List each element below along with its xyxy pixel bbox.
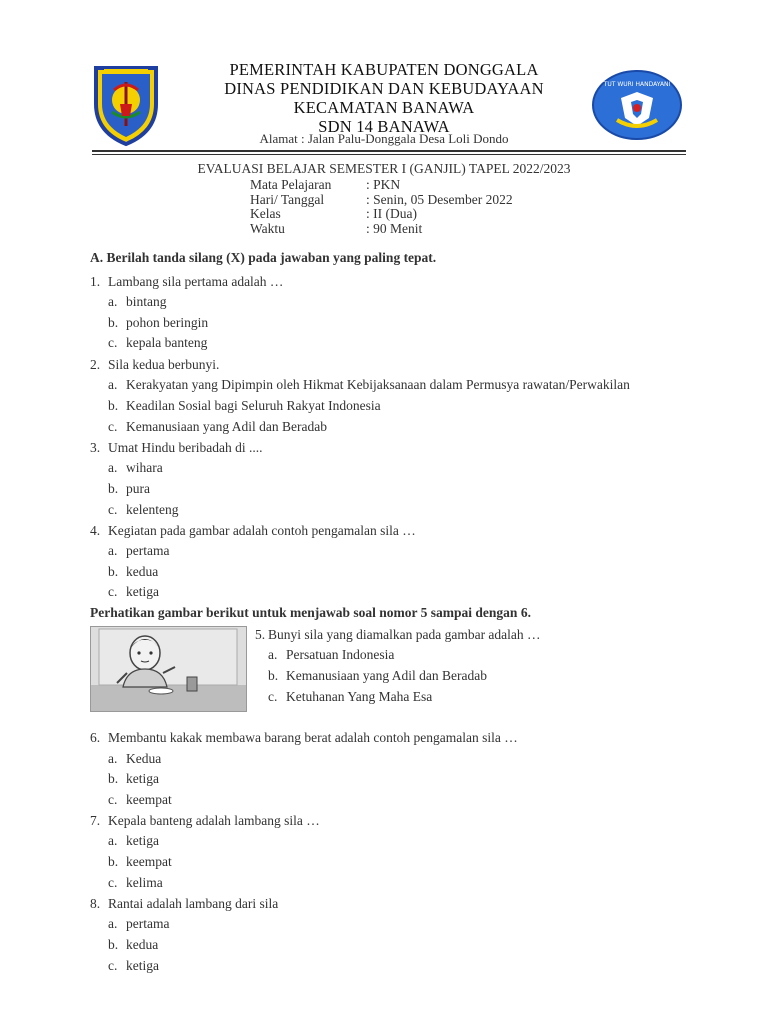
question-number: 6.: [90, 730, 101, 745]
question-number: 2.: [90, 357, 101, 372]
option-text: kelima: [126, 875, 163, 890]
option-text: Kedua: [126, 751, 162, 766]
question-text: Rantai adalah lambang dari sila: [108, 896, 279, 911]
header-line1: PEMERINTAH KABUPATEN DONGGALA: [229, 60, 539, 79]
option-letter: a.: [108, 460, 118, 475]
option-text: pertama: [126, 543, 170, 558]
option-letter: a.: [268, 647, 278, 662]
option-text: Kemanusiaan yang Adil dan Beradab: [286, 668, 487, 683]
option-text: ketiga: [126, 584, 159, 599]
option-letter: a.: [108, 751, 118, 766]
option-text: Keadilan Sosial bagi Seluruh Rakyat Indonesia: [126, 398, 381, 413]
meta-value: : PKN: [366, 177, 401, 192]
option-letter: c.: [108, 419, 118, 434]
option-text: wihara: [126, 460, 163, 475]
header-line4: SDN 14 BANAWA: [318, 117, 450, 136]
option-text: pura: [126, 481, 150, 496]
option-text: ketiga: [126, 833, 159, 848]
option-text: Persatuan Indonesia: [286, 647, 395, 662]
option-letter: c.: [108, 875, 118, 890]
section-a-instruction: A. Berilah tanda silang (X) pada jawaban yang paling tepat.: [90, 250, 437, 265]
option-letter: a.: [108, 916, 118, 931]
option-text: ketiga: [126, 771, 159, 786]
option-letter: c.: [108, 502, 118, 517]
exam-title: EVALUASI BELAJAR SEMESTER I (GANJIL) TAPEL 2022/2023: [197, 161, 571, 176]
option-text: Kemanusiaan yang Adil dan Beradab: [126, 419, 327, 434]
option-text: kedua: [126, 564, 159, 579]
question-number: 4.: [90, 523, 101, 538]
question-text: Bunyi sila yang diamalkan pada gambar adalah …: [268, 627, 541, 642]
meta-value: : II (Dua): [366, 206, 417, 221]
meta-value: : Senin, 05 Desember 2022: [366, 192, 513, 207]
question-number: 3.: [90, 440, 101, 455]
option-text: ketiga: [126, 958, 159, 973]
question-number: 1.: [90, 274, 101, 289]
option-text: Ketuhanan Yang Maha Esa: [286, 689, 433, 704]
option-letter: a.: [108, 294, 118, 309]
option-text: keempat: [126, 854, 172, 869]
option-text: keempat: [126, 792, 172, 807]
option-letter: c.: [108, 335, 118, 350]
meta-value: : 90 Menit: [366, 221, 423, 236]
option-letter: b.: [108, 315, 119, 330]
child-praying-illustration: [90, 626, 247, 712]
option-letter: b.: [108, 771, 119, 786]
meta-key: Waktu: [250, 221, 285, 236]
question-text: Sila kedua berbunyi.: [108, 357, 220, 372]
header-line3: KECAMATAN BANAWA: [293, 98, 475, 117]
option-letter: b.: [108, 481, 119, 496]
option-letter: b.: [108, 854, 119, 869]
option-text: Kerakyatan yang Dipimpin oleh Hikmat Kebijaksanaan dalam Permusya rawatan/Perwakilan: [126, 377, 630, 392]
option-letter: a.: [108, 377, 118, 392]
option-text: kedua: [126, 937, 159, 952]
option-text: pertama: [126, 916, 170, 931]
meta-key: Hari/ Tanggal: [250, 192, 325, 207]
option-letter: c.: [268, 689, 278, 704]
question-text: Kegiatan pada gambar adalah contoh pengamalan sila …: [108, 523, 416, 538]
option-letter: c.: [108, 584, 118, 599]
logo-ring-text: TUT WURI HANDAYANI: [603, 81, 671, 88]
option-letter: b.: [108, 398, 119, 413]
option-letter: b.: [268, 668, 279, 683]
header-rule-thin: [92, 154, 686, 155]
question-number: 8.: [90, 896, 101, 911]
question-number: 5.: [255, 627, 266, 642]
question-text: Membantu kakak membawa barang berat adalah contoh pengamalan sila …: [108, 730, 518, 745]
school-address: Alamat : Jalan Palu-Donggala Desa Loli Dondo: [259, 131, 509, 146]
option-letter: b.: [108, 564, 119, 579]
question-text: Kepala banteng adalah lambang sila …: [108, 813, 320, 828]
option-letter: a.: [108, 543, 118, 558]
option-letter: b.: [108, 937, 119, 952]
option-letter: c.: [108, 792, 118, 807]
meta-key: Mata Pelajaran: [250, 177, 332, 192]
option-text: kepala banteng: [126, 335, 208, 350]
meta-key: Kelas: [250, 206, 281, 221]
option-letter: a.: [108, 833, 118, 848]
header-rule-thick: [92, 150, 686, 152]
header-line2: DINAS PENDIDIKAN DAN KEBUDAYAAN: [224, 79, 544, 98]
question-text: Lambang sila pertama adalah …: [108, 274, 284, 289]
option-letter: c.: [108, 958, 118, 973]
question-text: Umat Hindu beribadah di ....: [108, 440, 263, 455]
option-text: bintang: [126, 294, 167, 309]
question-number: 7.: [90, 813, 101, 828]
option-text: kelenteng: [126, 502, 179, 517]
option-text: pohon beringin: [126, 315, 209, 330]
picture-instruction: Perhatikan gambar berikut untuk menjawab soal nomor 5 sampai dengan 6.: [90, 605, 531, 620]
